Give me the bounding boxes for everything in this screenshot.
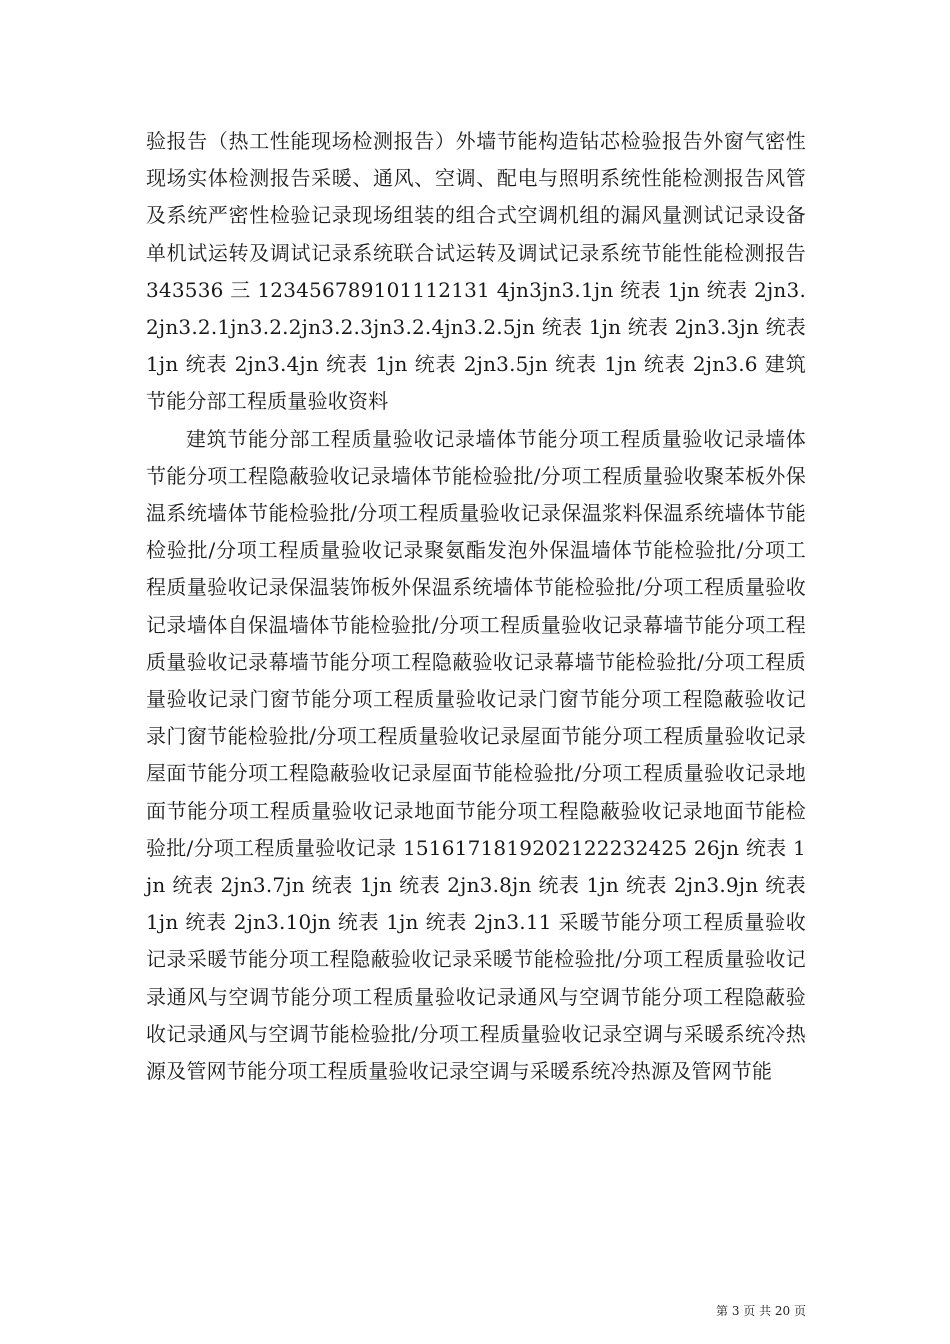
paragraph-2: 建筑节能分部工程质量验收记录墙体节能分项工程质量验收记录墙体节能分项工程隐蔽验收记录墙体节能检验批/分项工程质量验收聚苯板外保温系统墙体节能检验批/分项工程质量验收记录保温浆料保温系统墙体节能检验批/分项工程质量验收记录聚氨酯发泡外保温墙体节能检验批/分项工程质量验收记录保温装饰板外保温系统墙体节能检验批/分项工程质量验收记录墙体自保温墙体节能检验批/分项工程质量验收记录幕墙节能分项工程质量验收记录幕墙节能分项工程隐蔽验收记录幕墙节能检验批/分项工程质量验收记录门窗节能分项工程质量验收记录门窗节能分项工程隐蔽验收记录门窗节能检验批/分项工程质量验收记录屋面节能分项工程质量验收记录屋面节能分项工程隐蔽验收记录屋面节能检验批/分项工程质量验收记录地面节能分项工程质量验收记录地面节能分项工程隐蔽验收记录地面节能检验批/分项工程质量验收记录 1516171819202122232425 26jn 统表 1jn 统表 2jn3.7jn 统表 1jn 统表 2jn3.8jn 统表 1jn 统表 2jn3.9jn 统表 1jn 统表 2jn3.10jn 统表 1jn 统表 2jn3.11 采暖节能分项工程质量验收记录采暖节能分项工程隐蔽验收记录采暖节能检验批/分项工程质量验收记录通风与空调节能分项工程质量验收记录通风与空调节能分项工程隐蔽验收记录通风与空调节能检验批/分项工程质量验收记录空调与采暖系统冷热源及管网节能分项工程质量验收记录空调与采暖系统冷热源及管网节能 (146, 426, 806, 1084)
page-number-footer: 第 3 页 共 20 页 (716, 1304, 806, 1318)
document-body (146, 123, 806, 1090)
paragraph-1: 验报告（热工性能现场检测报告）外墙节能构造钻芯检验报告外窗气密性现场实体检测报告采暖、通风、空调、配电与照明系统性能检测报告风管及系统严密性检验记录现场组装的组合式空调机组的漏风量测试记录设备单机试运转及调试记录系统联合试运转及调试记录系统节能性能检测报告 343536 三 123456789101112131 4jn3jn3.1jn 统表 1jn 统表 2jn3.2jn3.2.1jn3.2.2jn3.2.3jn3.2.4jn3.2.5jn 统表 1jn 统表 2jn3.3jn 统表 1jn 统表 2jn3.4jn 统表 1jn 统表 2jn3.5jn 统表 1jn 统表 2jn3.6 建筑节能分部工程质量验收资料 (146, 129, 806, 414)
